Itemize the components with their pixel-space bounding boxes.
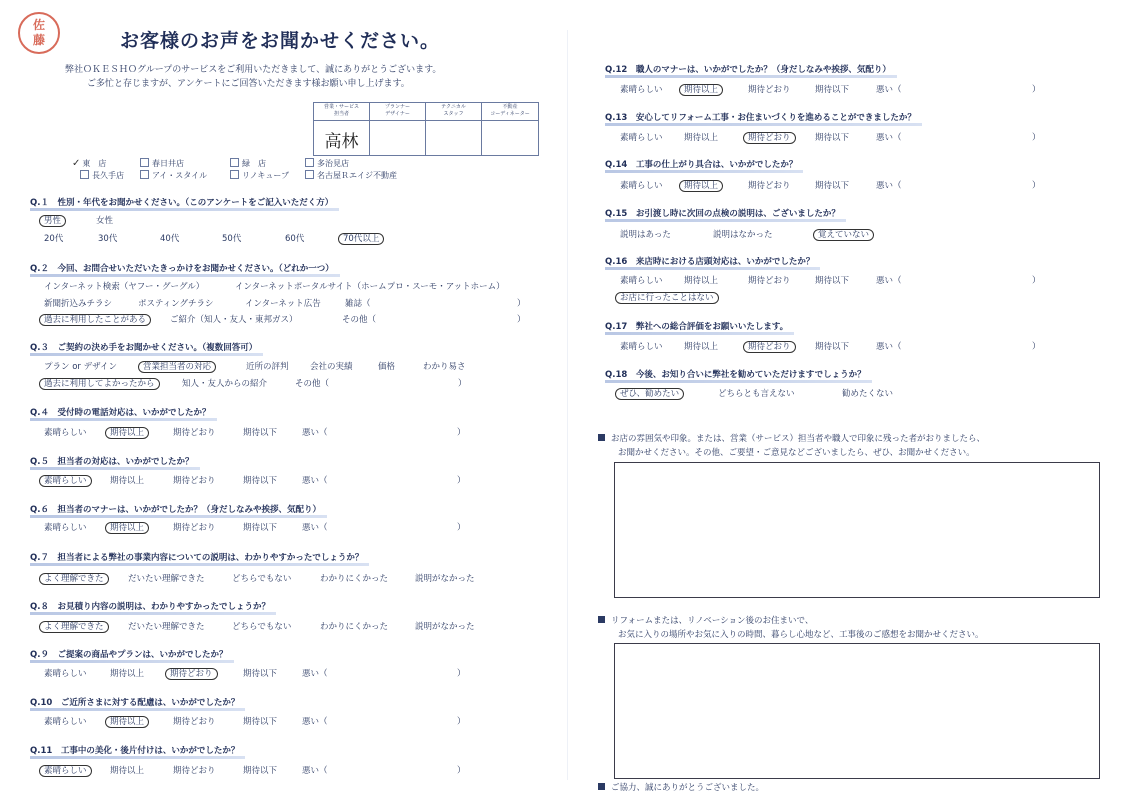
q18-option[interactable]: 勧めたくない	[842, 389, 894, 399]
question-15: Q.15 お引渡し時に次回の点検の説明は、ございましたか？	[605, 209, 840, 219]
q1-option[interactable]: 40代	[160, 234, 180, 244]
q13-bracket-close: ）	[1032, 133, 1041, 143]
store-option-renocube[interactable]: リノキューブ	[230, 170, 289, 181]
store-option-nagakute[interactable]: 長久手店	[80, 170, 124, 181]
staff-realestate-name[interactable]	[482, 121, 538, 127]
q5-option[interactable]: 悪い（	[302, 476, 328, 486]
store-option-higashi[interactable]: ✓ 東 店	[72, 158, 107, 169]
q2-bracket-close: ）	[517, 315, 526, 325]
q12-option[interactable]: 期待以上	[684, 83, 723, 95]
q4-option[interactable]: 悪い（	[302, 428, 328, 438]
question-11: Q.11 工事中の美化・後片付けは、いかがでしたか？	[30, 746, 240, 756]
q6-option[interactable]: 期待以下	[243, 523, 278, 533]
q7-option[interactable]: どちらでもない	[232, 574, 292, 584]
q3-option[interactable]: 過去に利用してよかったから	[44, 377, 160, 389]
q6-option[interactable]: 素晴らしい	[44, 523, 87, 533]
q9-option[interactable]: 悪い（	[302, 669, 328, 679]
store-checkmark: ✓	[72, 158, 81, 169]
store-option-kasugai[interactable]: 春日井店	[140, 158, 184, 169]
comment-2-prompt: リフォームまたは、リノベーション後のお住まいで、	[598, 614, 813, 626]
q9-option[interactable]: 期待以上	[110, 669, 145, 679]
q5-option[interactable]: 期待どおり	[173, 476, 216, 486]
q7-option[interactable]: よく理解できた	[44, 572, 109, 584]
q17-option[interactable]: 素晴らしい	[620, 342, 663, 352]
q17-bracket-close: ）	[1032, 342, 1041, 352]
q7-option[interactable]: わかりにくかった	[320, 574, 389, 584]
q2-option[interactable]: 新聞折込みチラシ	[44, 299, 113, 309]
question-4: Q.４ 受付時の電話対応は、いかがでしたか？	[30, 408, 211, 418]
q11-option[interactable]: 素晴らしい	[44, 764, 92, 776]
q6-bracket-close: ）	[457, 523, 466, 533]
checkbox	[230, 170, 239, 179]
q15-option[interactable]: 説明はあった	[620, 230, 671, 240]
q10-option[interactable]: 悪い（	[302, 717, 328, 727]
checkbox	[140, 158, 149, 167]
q5-option[interactable]: 期待以上	[110, 476, 145, 486]
staff-header-planner: プランナー デザイナー	[370, 103, 425, 121]
comment-1-textarea[interactable]	[614, 462, 1100, 598]
q16-option[interactable]: お店に行ったことはない	[620, 291, 719, 303]
q14-bracket-close: ）	[1032, 181, 1041, 191]
q4-bracket-close: ）	[457, 428, 466, 438]
q7-option[interactable]: だいたい理解できた	[128, 574, 205, 584]
q17-option[interactable]: 期待以上	[684, 342, 719, 352]
q2-option[interactable]: 雑誌（	[345, 299, 371, 309]
question-9: Q.９ ご提案の商品やプランは、いかがでしたか？	[30, 650, 228, 660]
intro-line-1: 弊社ＯＫＥＳＨＯグループのサービスをご利用いただきまして、誠にありがとうございます。	[65, 65, 442, 75]
q6-option[interactable]: 期待以上	[110, 521, 149, 533]
q1-option[interactable]: 70代以上	[343, 232, 384, 244]
q14-option[interactable]: 期待以上	[684, 179, 723, 191]
q12-option[interactable]: 素晴らしい	[620, 85, 663, 95]
q11-option[interactable]: 悪い（	[302, 766, 328, 776]
q14-option[interactable]: 悪い（	[876, 181, 902, 191]
question-6: Q.６ 担当者のマナーは、いかがでしたか？（身だしなみや挨拶、気配り）	[30, 505, 321, 515]
q9-bracket-close: ）	[457, 669, 466, 679]
staff-header-sales: 営業・サービス 担当者	[314, 103, 369, 121]
q14-option[interactable]: 期待どおり	[748, 181, 791, 191]
q1-option[interactable]: 30代	[98, 234, 118, 244]
q16-option[interactable]: 期待以下	[815, 276, 850, 286]
q3-option[interactable]: プラン or デザイン	[44, 362, 118, 372]
square-bullet-icon	[598, 783, 605, 790]
q7-option[interactable]: 説明がなかった	[415, 574, 475, 584]
comment-1-prompt: お店の雰囲気や印象。または、営業（サービス）担当者や職人で印象に残った者がおりましたら、	[598, 432, 985, 444]
q16-option[interactable]: 悪い（	[876, 276, 902, 286]
question-12: Q.12 職人のマナーは、いかがでしたか？（身だしなみや挨拶、気配り）	[605, 65, 891, 75]
store-option-midori[interactable]: 緑 店	[230, 158, 266, 169]
staff-table	[313, 102, 539, 156]
q16-bracket-close: ）	[1032, 276, 1041, 286]
q12-option[interactable]: 期待以下	[815, 85, 850, 95]
staff-col-sales	[314, 103, 370, 155]
q12-option[interactable]: 期待どおり	[748, 85, 791, 95]
q15-option[interactable]: 説明はなかった	[713, 230, 773, 240]
staff-col-realestate	[482, 103, 538, 155]
store-option-istyle[interactable]: アイ・スタイル	[140, 170, 207, 181]
q2-option[interactable]: 過去に利用したことがある	[44, 313, 151, 325]
question-1: Q.１ 性別・年代をお聞かせください。（このアンケートをご記入いただく方）	[30, 198, 334, 208]
q9-option[interactable]: 期待どおり	[170, 667, 218, 679]
staff-technical-name[interactable]	[426, 121, 481, 127]
comment-2-prompt-line-2: お気に入りの場所やお気に入りの時間、暮らし心地など、工事後のご感想をお聞かせください。	[618, 630, 984, 640]
q10-bracket-close: ）	[457, 717, 466, 727]
q17-option[interactable]: 悪い（	[876, 342, 902, 352]
checkbox	[305, 158, 314, 167]
comment-1-prompt-line-2: お聞かせください。その他、ご要望・ご意見などございましたら、ぜひ、お聞かせください。	[618, 448, 975, 458]
footer-thanks: ご協力、誠にありがとうございました。	[598, 781, 764, 793]
q3-bracket-close: ）	[458, 379, 467, 389]
checkbox	[305, 170, 314, 179]
q1-option[interactable]: 男性	[44, 214, 66, 226]
q3-option[interactable]: 営業担当者の対応	[143, 360, 216, 372]
q3-option[interactable]: 知人・友人からの紹介	[182, 379, 268, 389]
q10-option[interactable]: 素晴らしい	[44, 717, 87, 727]
q11-option[interactable]: 期待どおり	[173, 766, 216, 776]
store-option-tajimi[interactable]: 多治見店	[305, 158, 349, 169]
q2-bracket-close: ）	[517, 299, 526, 309]
checkbox	[80, 170, 89, 179]
q17-option[interactable]: 期待以下	[815, 342, 850, 352]
q1-option[interactable]: 20代	[44, 234, 64, 244]
store-option-nagoya-rage[interactable]: 名古屋Ｒエイジ不動産	[305, 170, 397, 181]
staff-header-technical: テクニカル スタッフ	[426, 103, 481, 121]
staff-planner-name[interactable]	[370, 121, 425, 127]
q13-option[interactable]: 素晴らしい	[620, 133, 663, 143]
q5-option[interactable]: 素晴らしい	[44, 474, 92, 486]
q15-option[interactable]: 覚えていない	[818, 228, 874, 240]
q16-option[interactable]: 期待以上	[684, 276, 719, 286]
comment-2-textarea[interactable]	[614, 643, 1100, 779]
q2-option[interactable]: ポスティングチラシ	[138, 299, 214, 309]
question-5: Q.５ 担当者の対応は、いかがでしたか？	[30, 457, 194, 467]
q5-bracket-close: ）	[457, 476, 466, 486]
square-bullet-icon	[598, 616, 605, 623]
q8-option[interactable]: わかりにくかった	[320, 622, 389, 632]
q4-option[interactable]: 期待以下	[243, 428, 278, 438]
question-7: Q.７ 担当者による弊社の事業内容についての説明は、わかりやすかったでしょうか？	[30, 553, 364, 563]
q10-option[interactable]: 期待以上	[110, 715, 149, 727]
q8-option[interactable]: どちらでもない	[232, 622, 292, 632]
column-divider	[567, 30, 568, 780]
question-14: Q.14 工事の仕上がり具合は、いかがでしたか？	[605, 160, 798, 170]
q2-option[interactable]: その他（	[342, 315, 377, 325]
q18-option[interactable]: どちらとも言えない	[718, 389, 795, 399]
q2-option[interactable]: インターネットポータルサイト（ホームプロ・スーモ・アットホーム）	[235, 282, 505, 292]
q4-option[interactable]: 期待どおり	[173, 428, 216, 438]
question-10: Q.10 ご近所さまに対する配慮は、いかがでしたか？	[30, 698, 240, 708]
q16-option[interactable]: 素晴らしい	[620, 276, 663, 286]
name-seal-stamp: 佐 藤	[18, 12, 60, 54]
staff-col-planner	[370, 103, 426, 155]
q16-option[interactable]: 期待どおり	[748, 276, 791, 286]
q3-option[interactable]: その他（	[295, 379, 330, 389]
checkbox	[140, 170, 149, 179]
q8-option[interactable]: よく理解できた	[44, 620, 109, 632]
question-3: Q.３ ご契約の決め手をお聞かせください。（複数回答可）	[30, 343, 258, 353]
q3-option[interactable]: 価格	[378, 362, 396, 372]
q1-option[interactable]: 50代	[222, 234, 242, 244]
q17-option[interactable]: 期待どおり	[748, 340, 796, 352]
staff-col-technical	[426, 103, 482, 155]
q13-option[interactable]: 期待どおり	[748, 131, 796, 143]
q8-option[interactable]: 説明がなかった	[415, 622, 475, 632]
q1-option[interactable]: 60代	[285, 234, 305, 244]
q2-option[interactable]: ご紹介（知人・友人・東邦ガス）	[170, 315, 298, 325]
intro-line-2: ご多忙と存じますが、アンケートにご回答いただきます様お願い申し上げます。	[87, 79, 410, 89]
q12-bracket-close: ）	[1032, 85, 1041, 95]
q4-option[interactable]: 期待以上	[110, 426, 149, 438]
square-bullet-icon	[598, 434, 605, 441]
page-title: お客様のお声をお聞かせください。	[120, 30, 441, 52]
q10-option[interactable]: 期待どおり	[173, 717, 216, 727]
q5-option[interactable]: 期待以下	[243, 476, 278, 486]
q12-option[interactable]: 悪い（	[876, 85, 902, 95]
q3-option[interactable]: 会社の実績	[310, 362, 353, 372]
q11-option[interactable]: 期待以下	[243, 766, 278, 776]
question-2: Q.２ 今回、お問合せいただいたきっかけをお聞かせください。（どれか一つ）	[30, 264, 334, 274]
q3-option[interactable]: わかり易さ	[423, 362, 466, 372]
q2-option[interactable]: インターネット広告	[245, 299, 321, 309]
question-17: Q.17 弊社への総合評価をお願いいたします。	[605, 322, 789, 332]
q13-option[interactable]: 悪い（	[876, 133, 902, 143]
q11-bracket-close: ）	[457, 766, 466, 776]
checkbox	[230, 158, 239, 167]
q6-option[interactable]: 悪い（	[302, 523, 328, 533]
question-13: Q.13 安心してリフォーム工事・お住まいづくりを進めることができましたか？	[605, 113, 916, 123]
q9-option[interactable]: 素晴らしい	[44, 669, 87, 679]
question-16: Q.16 来店時における店頭対応は、いかがでしたか？	[605, 257, 815, 267]
q6-option[interactable]: 期待どおり	[173, 523, 216, 533]
q10-option[interactable]: 期待以下	[243, 717, 278, 727]
staff-sales-name[interactable]: 高林	[324, 132, 359, 152]
staff-header-realestate: 不動産 コーディネーター	[482, 103, 538, 121]
q14-option[interactable]: 期待以下	[815, 181, 850, 191]
question-18: Q.18 今後、お知り合いに弊社を勧めていただけますでしょうか？	[605, 370, 866, 380]
q13-option[interactable]: 期待以上	[684, 133, 719, 143]
q11-option[interactable]: 期待以上	[110, 766, 145, 776]
q18-option[interactable]: ぜひ、勧めたい	[620, 387, 684, 399]
q2-option[interactable]: インターネット検索（ヤフー・グーグル）	[44, 282, 205, 292]
q3-option[interactable]: 近所の評判	[246, 362, 289, 372]
q4-option[interactable]: 素晴らしい	[44, 428, 87, 438]
q1-option[interactable]: 女性	[96, 216, 114, 226]
q13-option[interactable]: 期待以下	[815, 133, 850, 143]
q8-option[interactable]: だいたい理解できた	[128, 622, 205, 632]
q9-option[interactable]: 期待以下	[243, 669, 278, 679]
question-8: Q.８ お見積り内容の説明は、わかりやすかったでしょうか？	[30, 602, 270, 612]
q14-option[interactable]: 素晴らしい	[620, 181, 663, 191]
